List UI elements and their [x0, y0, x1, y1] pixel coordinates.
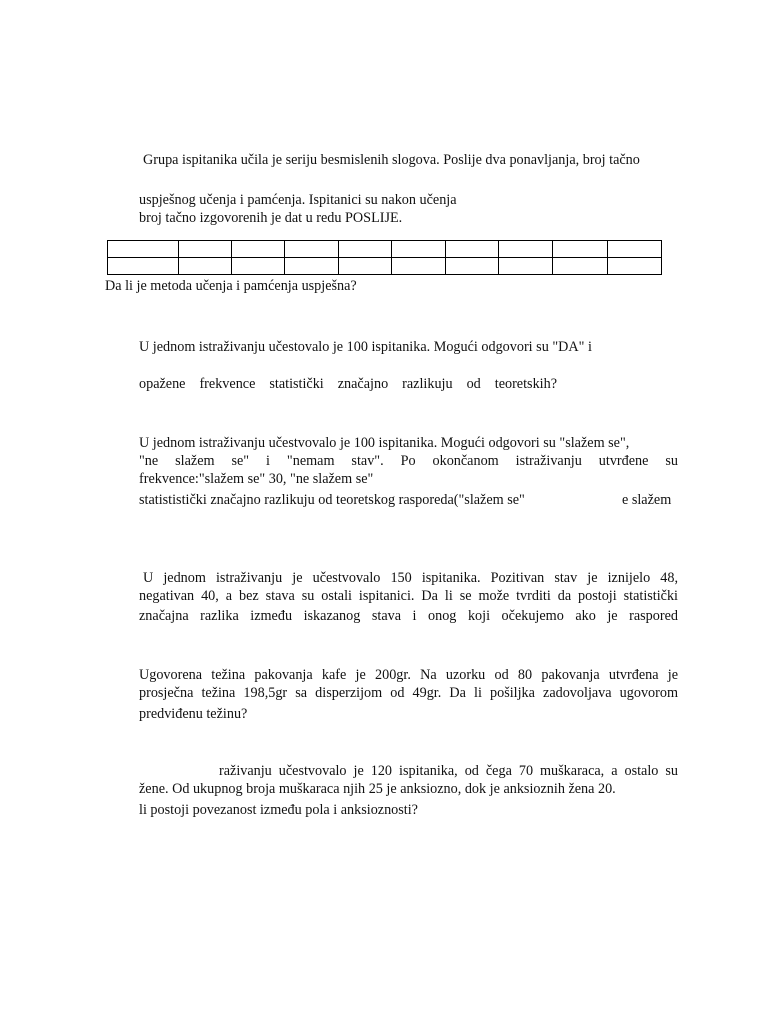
table-row: [108, 258, 662, 275]
p3-line-3: frekvence:"slažem se" 30, "ne slažem se": [139, 471, 374, 487]
table-cell: [179, 241, 232, 258]
table-cell: [108, 241, 179, 258]
table-cell: [232, 241, 285, 258]
table-cell: [553, 241, 608, 258]
table-cell: [285, 241, 339, 258]
p4-line-3: značajna razlika između iskazanog stava i onog koji očekujemo ako je raspored: [139, 608, 678, 624]
p5-line-3: predviđenu težinu?: [139, 706, 248, 722]
p3-line-4a: statististički značajno razlikuju od teoretskog rasporeda("slažem se": [139, 492, 525, 508]
p4-line-2: negativan 40, a bez stava su ostali ispitanici. Da li se može tvrditi da postoji statistički: [139, 588, 678, 604]
p1-line-2: uspješnog učenja i pamćenja. Ispitanici su nakon učenja: [139, 192, 457, 208]
table-cell: [285, 258, 339, 275]
p2-line-2: opažene frekvence statistički značajno razlikuju od teoretskih?: [139, 376, 557, 392]
p1-line-3: broj tačno izgovorenih je dat u redu POSLIJE.: [139, 210, 403, 226]
p6-line-3: li postoji povezanost između pola i anksioznosti?: [139, 802, 418, 818]
table-cell: [553, 258, 608, 275]
table-cell: [392, 258, 446, 275]
table-cell: [446, 258, 499, 275]
p6-line-2: žene. Od ukupnog broja muškaraca njih 25 je anksiozno, dok je anksioznih žena 20.: [139, 781, 616, 797]
p4-line-1: U jednom istraživanju je učestvovalo 150 ispitanika. Pozitivan stav je iznijelo 48,: [143, 570, 678, 586]
table-cell: [232, 258, 285, 275]
table-cell: [608, 241, 662, 258]
p1-line-1: Grupa ispitanika učila je seriju besmislenih slogova. Poslije dva ponavljanja, broj tačno: [143, 152, 640, 168]
table-cell: [446, 241, 499, 258]
p3-line-4b: e slažem: [622, 492, 672, 508]
table-cell: [339, 241, 392, 258]
table-cell: [499, 241, 553, 258]
p3-line-1: U jednom istraživanju učestvovalo je 100 ispitanika. Mogući odgovori su "slažem se",: [139, 435, 630, 451]
p6-line-1: raživanju učestvovalo je 120 ispitanika, od čega 70 muškaraca, a ostalo su: [219, 763, 678, 779]
p5-line-1: Ugovorena težina pakovanja kafe je 200gr. Na uzorku od 80 pakovanja utvrđena je: [139, 667, 678, 683]
data-table: [107, 240, 662, 275]
p2-line-1: U jednom istraživanju učestovalo je 100 ispitanika. Mogući odgovori su "DA" i: [139, 339, 592, 355]
table-cell: [608, 258, 662, 275]
table-cell: [392, 241, 446, 258]
table-cell: [179, 258, 232, 275]
table-cell: [108, 258, 179, 275]
table-row: [108, 241, 662, 258]
table-cell: [339, 258, 392, 275]
table-cell: [499, 258, 553, 275]
p3-line-2: "ne slažem se" i "nemam stav". Po okončanom istraživanju utvrđene su: [139, 453, 678, 469]
p5-line-2: prosječna težina 198,5gr sa disperzijom od 49gr. Da li pošiljka zadovoljava ugovorom: [139, 685, 678, 701]
p1-question: Da li je metoda učenja i pamćenja uspješna?: [105, 278, 357, 294]
